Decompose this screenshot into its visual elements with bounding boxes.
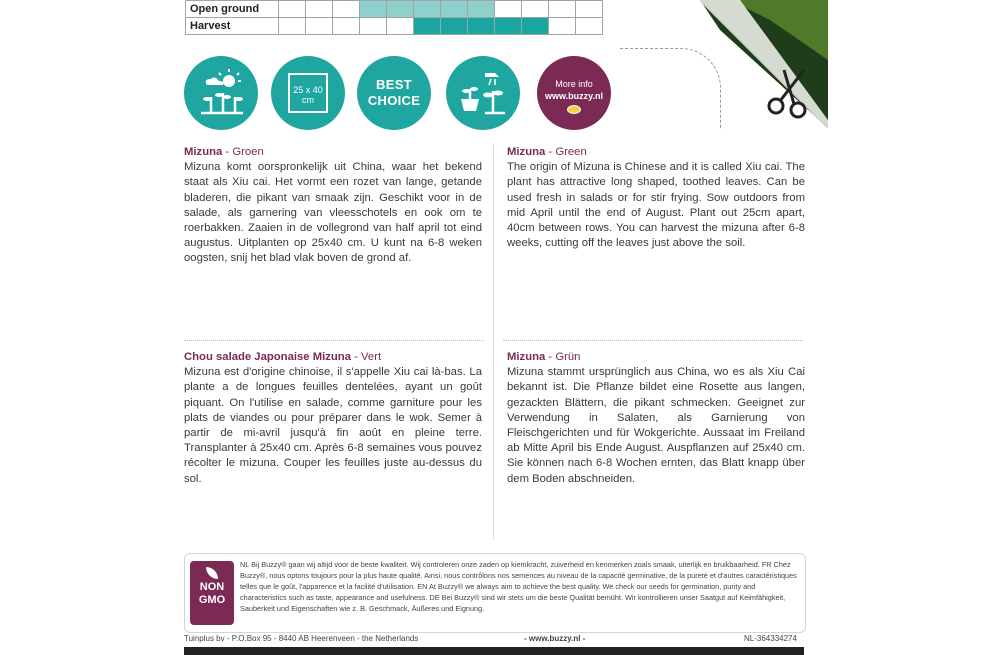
more-info-badge[interactable] (537, 56, 611, 130)
calendar-row-harvest (186, 18, 603, 35)
bottom-bar (184, 647, 804, 655)
calendar-row-label: Open ground (186, 1, 279, 18)
section-de (507, 350, 805, 487)
non-gmo-line1: NON (199, 581, 225, 593)
section-fr (184, 350, 482, 487)
bee-icon (567, 105, 581, 114)
scissors-icon (764, 66, 818, 125)
calendar-row-label: Harvest (186, 18, 279, 35)
best-choice-line1: BEST (376, 77, 412, 92)
website-link[interactable]: - www.buzzy.nl - (524, 634, 586, 643)
leaf-icon (206, 567, 218, 579)
row-divider (503, 340, 803, 341)
cut-line (620, 48, 721, 129)
best-choice-badge (357, 56, 431, 130)
best-choice-line2: CHOICE (367, 93, 421, 108)
non-gmo-line2: GMO (198, 594, 226, 606)
section-en-heading: Mizuna - Green (507, 146, 587, 158)
sun-plants-icon (184, 56, 258, 130)
quality-statement: NL Bij Buzzy® gaan wij altijd voor de beste kwaliteit. Wij controleren onze zaden op kiemkracht, zuiverheid en kenmerken zoals smaak, uiterlijk en bruikbaarheid. FR Chez Buzzy®, nous optons toujours pour la plus haute qualité. Ainsi, nous contrôlons nos semences au niveau de la capacité germinative, de la pureté et d'autres caractéristiques telles que le goût, l'apparence et la facilité d'utilisation. EN At Buzzy® we always aim to achieve the best quality. We check our seeds for germination, purity and characteristics such as taste, appearance and usefulness. DE Bei Buzzy® sind wir stets um die beste Qualität bemüht. Wir kontrollieren unser Saatgut auf Keimfähigkeit, Sauberkeit und Eigenschaften wie z. B. Geschmack, Äußeres und Eignung. (240, 560, 797, 613)
section-en-body: The origin of Mizuna is Chinese and it is called Xiu cai. The plant has attractive long shaped, toothed leaves. Can be used fresh in salads or for stir frying. Sow outdoors from mid April until the end of August. Plant out 25cm apart, 40cm between rows. You can harvest the mizuna after 6-8 weeks, cutting off the leaves just above the soil. (507, 161, 805, 250)
more-info-label: More info (555, 79, 593, 89)
section-de-body: Mizuna stammt ursprünglich aus China, wo es als Xiu Cai bekannt ist. Die Pflanze bildet eine Rosette aus langen, gezackten Blättern, die pikant schmecken. Geeignet zur Verwendung in Salaten, als Garnierung von Fleischgerichten und für Wokgerichte. Aussaat im Freiland ab Mitte April bis Ende August. Auspflanzen auf 25x40 cm. Sie können nach 6-8 Wochen ernten, das Blatt knapp über dem Boden abschneiden. (507, 366, 805, 485)
section-fr-body: Mizuna est d'origine chinoise, il s'appelle Xiu cai là-bas. La plante a de longues feuilles dentelées, ayant un goût piquant. On l'utilise en salade, comme garniture pour les plats de viandes ou pour préparer dans le wok. Semer à partir de mi-avril jusqu'à fin août en pleine terre. Transplanter à 25x40 cm. Après 6-8 semaines vous pouvez récolter le mizuna. Couper les feuilles juste au-dessus du sol. (184, 366, 482, 485)
section-nl-heading: Mizuna - Groen (184, 146, 264, 158)
section-nl-body: Mizuna komt oorspronkelijk uit China, waar het bekend staat als Xiu cai. Het vormt een rozet van lange, getande bladeren, die pikant van smaak zijn. Geschikt voor in de salade, als garnering van vleesschotels en ook om te roerbakken. Zaaien in de vollegrond van half april tot eind augustus. Uitplanten op 25x40 cm. U kunt na 6-8 weken oogsten, snij het blad vlak boven de grond af. (184, 161, 482, 265)
section-nl (184, 145, 482, 267)
row-divider (184, 340, 484, 341)
company-address: Tuinplus bv - P.O.Box 95 - 8440 AB Heerenveen - the Netherlands (184, 634, 419, 643)
column-divider (493, 145, 494, 540)
product-code: NL-364334274 (744, 634, 797, 643)
calendar-row-open-ground (186, 1, 603, 18)
sowing-calendar (185, 0, 603, 35)
section-fr-heading: Chou salade Japonaise Mizuna - Vert (184, 351, 382, 363)
spacing-icon (271, 56, 345, 130)
more-info-url[interactable]: www.buzzy.nl (545, 91, 603, 101)
watering-pots-icon (446, 56, 520, 130)
section-en (507, 145, 805, 251)
quality-footer (184, 553, 806, 633)
non-gmo-badge (190, 561, 234, 625)
spacing-value: 25 x 40 (293, 85, 323, 95)
section-de-heading: Mizuna - Grün (507, 351, 581, 363)
spacing-unit: cm (302, 95, 314, 105)
